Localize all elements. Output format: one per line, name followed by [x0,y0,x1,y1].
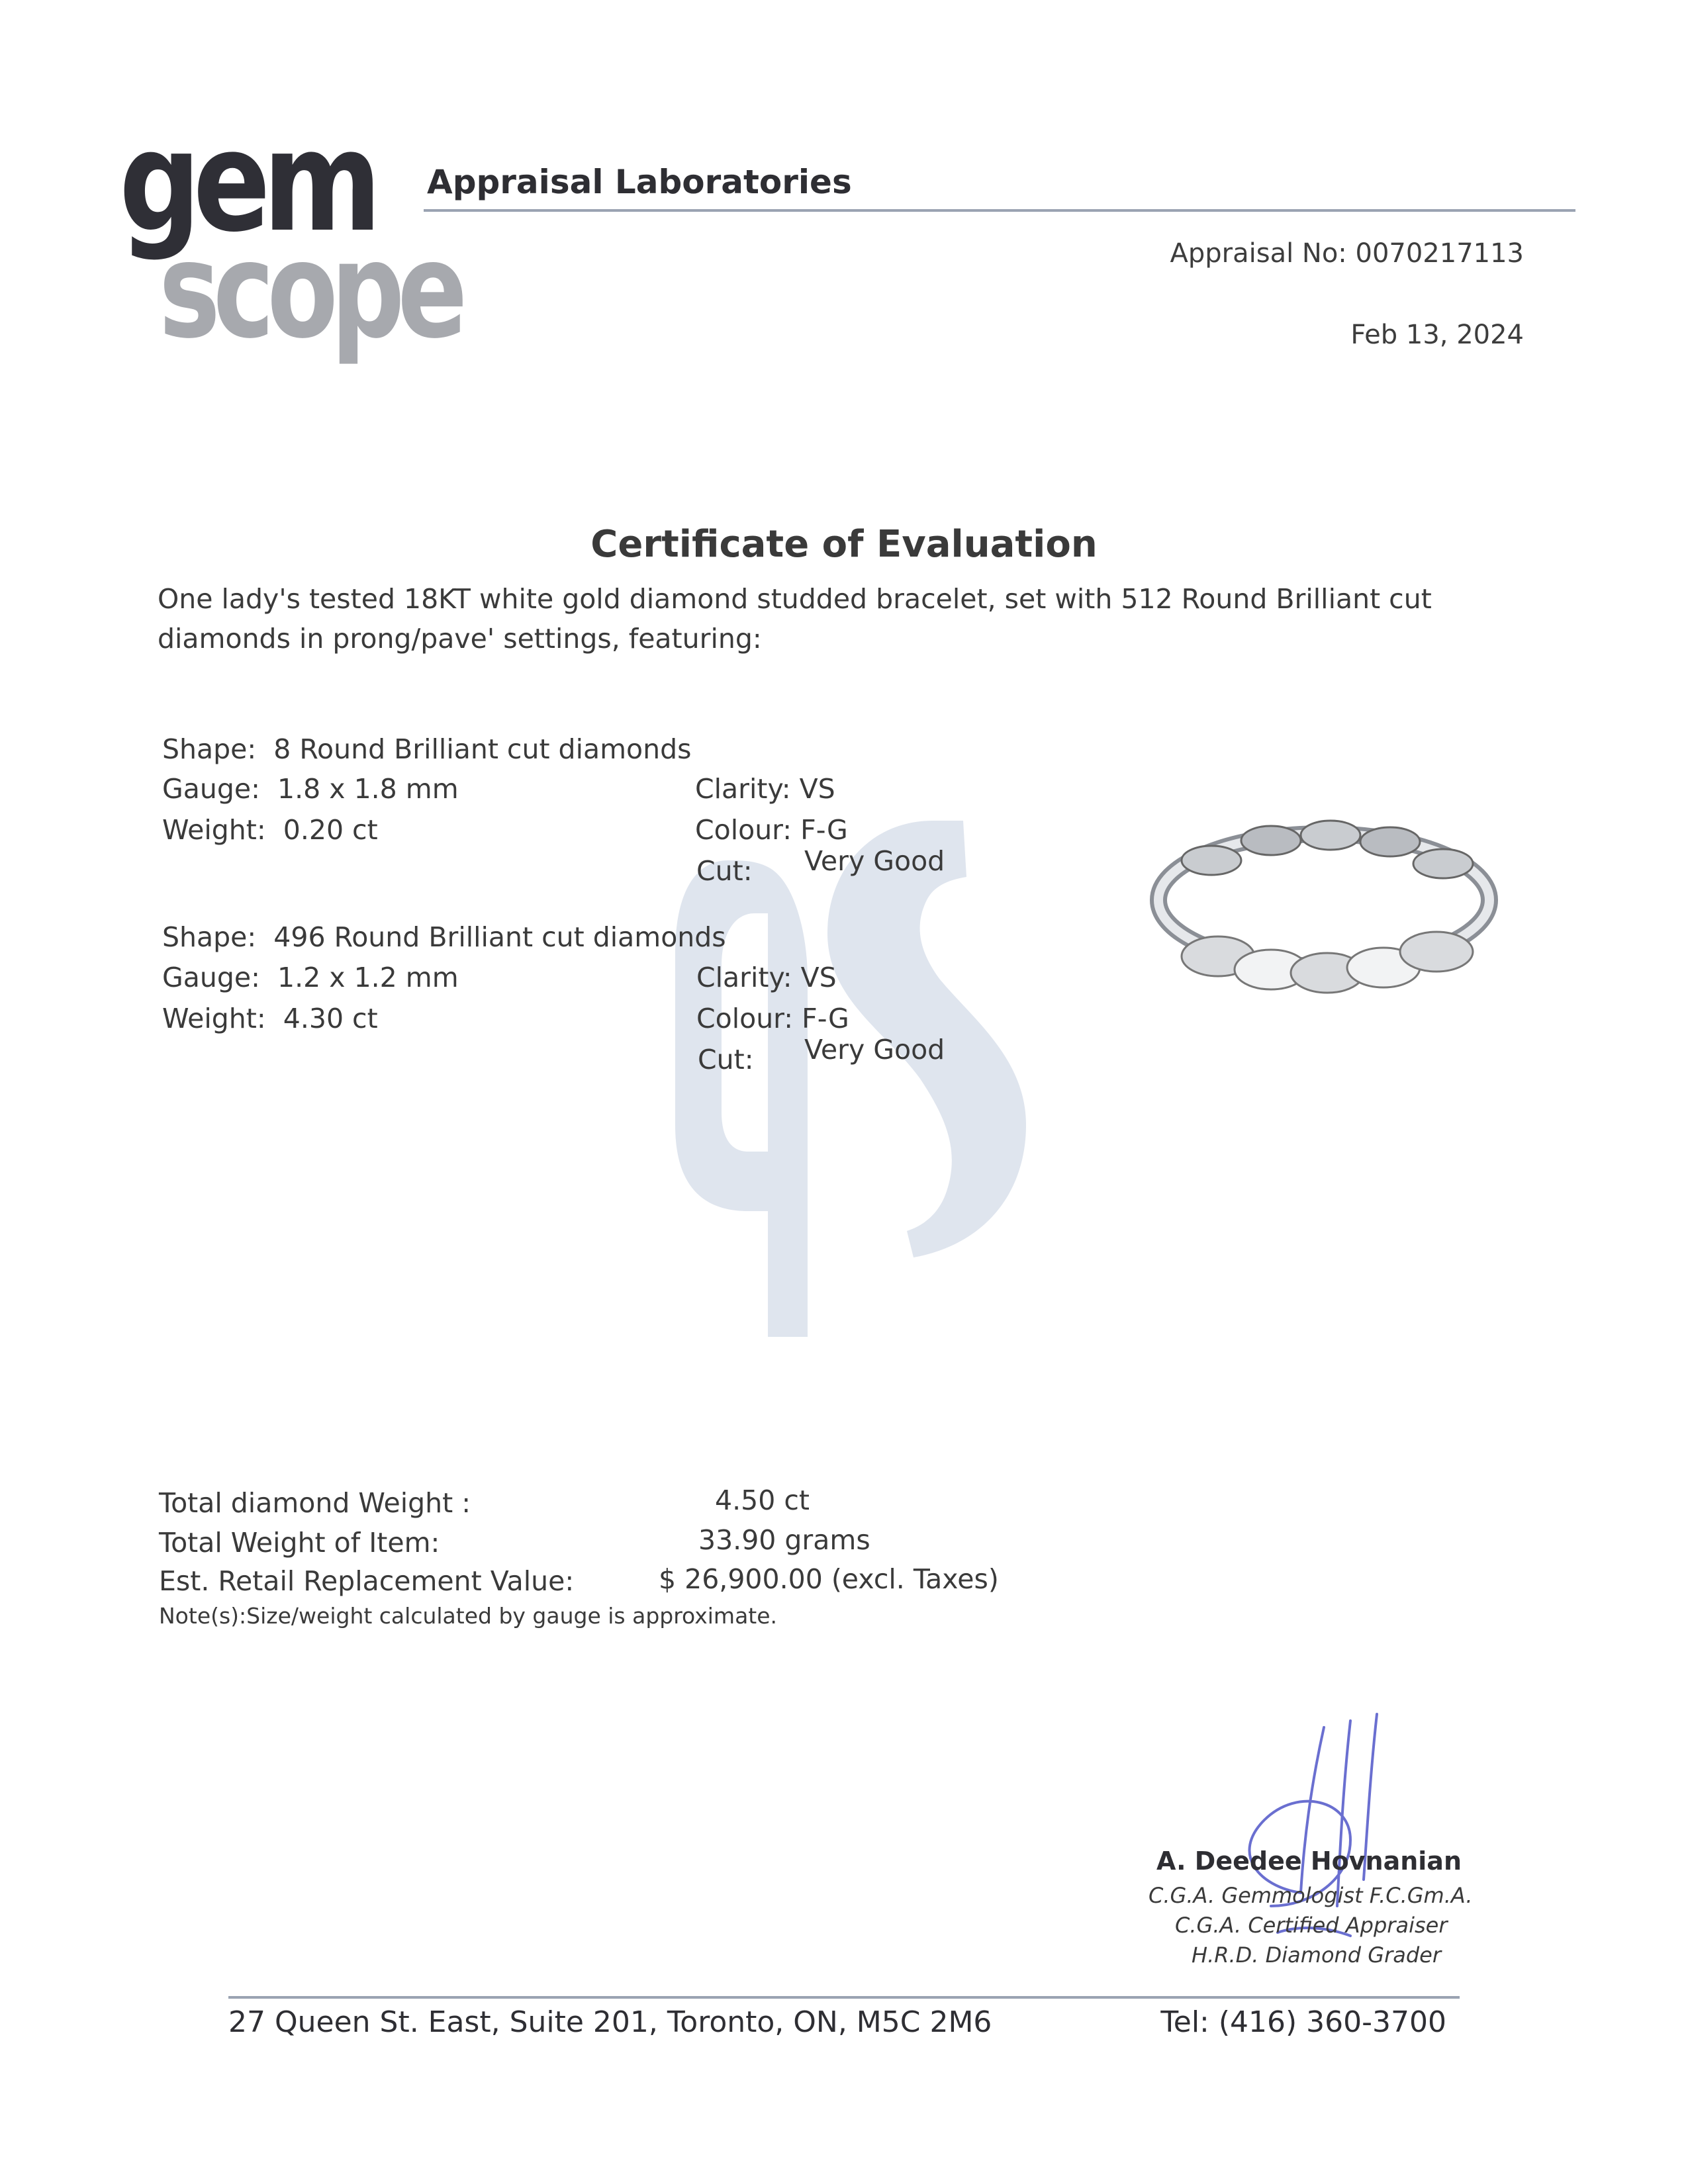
note: Note(s):Size/weight calculated by gauge is approximate. [159,1603,778,1629]
stone-1-colour: F-G [800,814,848,846]
total-diamond-weight-label: Total diamond Weight : [159,1487,471,1519]
gauge-label: Gauge: [162,773,260,805]
weight-label: Weight: [162,1003,266,1034]
shape-label: Shape: [162,733,257,765]
stone-2-weight-row [162,1003,378,1034]
gauge-label: Gauge: [162,962,260,993]
stone-1-shape: 8 Round Brilliant cut diamonds [273,733,692,765]
stone-1-gauge: 1.8 x 1.8 mm [277,773,459,805]
bracelet-photo [1139,788,1509,1039]
stone-2-cut: Very Good [804,1034,945,1066]
stone-2-shape: 496 Round Brilliant cut diamonds [273,921,726,953]
stone-1-shape-row [162,733,692,765]
item-description [158,579,1481,659]
stone-2-shape-row [162,921,726,953]
header-divider [424,209,1575,212]
cut-label: Cut: [698,1044,754,1075]
stone-2-weight: 4.30 ct [283,1003,378,1034]
total-item-weight: 33.90 grams [698,1524,870,1556]
signer-credential-2: C.G.A. Certified Appraiser [1175,1913,1448,1938]
stone-1-weight: 0.20 ct [283,814,378,846]
clarity-label: Clarity: [696,962,792,993]
stone-1-gauge-row [162,773,459,805]
clarity-label: Clarity: [695,773,791,805]
stone-1-weight-row [162,814,378,846]
signer-name: A. Deedee Hovnanian [1156,1846,1462,1876]
page-title: Certificate of Evaluation [590,523,1098,566]
retail-value-label: Est. Retail Replacement Value: [159,1565,575,1597]
colour-label: Colour: [695,814,792,846]
stone-1-clarity: VS [799,773,835,805]
stone-2-clarity: VS [800,962,837,993]
stone-1-clarity-row [695,773,835,805]
signer-credential-1: C.G.A. Gemmologist F.C.Gm.A. [1149,1883,1473,1908]
appraisal-number-line [1170,238,1524,269]
cut-label: Cut: [696,855,753,887]
item-description-line-1: One lady's tested 18KT white gold diamond studded bracelet, set with 512 Round Brilliant cut [158,583,1432,615]
signer-credential-3: H.R.D. Diamond Grader [1192,1942,1441,1968]
stone-2-colour: F-G [802,1003,849,1034]
total-diamond-weight: 4.50 ct [715,1484,810,1516]
logo-word-scope: scope [159,214,461,368]
item-description-line-2: diamonds in prong/pave' settings, featuring: [158,623,762,655]
stone-1-colour-row [695,814,848,846]
appraisal-number-label: Appraisal No: [1170,238,1347,269]
retail-value: $ 26,900.00 (excl. Taxes) [659,1563,999,1595]
lab-name: Appraisal Laboratories [427,163,852,201]
shape-label: Shape: [162,921,257,953]
appraisal-number: 0070217113 [1355,238,1524,269]
stone-2-gauge-row [162,962,459,993]
colour-label: Colour: [696,1003,794,1034]
footer-address: 27 Queen St. East, Suite 201, Toronto, ON, M5C 2M6 [228,2005,992,2039]
gemscope-logo [113,101,461,368]
stone-2-clarity-row [696,962,837,993]
logo-word-gem: gem [119,101,375,263]
weight-label: Weight: [162,814,266,846]
stone-2-colour-row [696,1003,849,1034]
total-item-weight-label: Total Weight of Item: [159,1527,440,1559]
footer-phone: Tel: (416) 360-3700 [1160,2005,1446,2039]
certificate-date: Feb 13, 2024 [1350,320,1524,350]
stone-2-gauge: 1.2 x 1.2 mm [277,962,459,993]
stone-1-cut: Very Good [804,845,945,877]
footer-divider [228,1996,1460,1999]
